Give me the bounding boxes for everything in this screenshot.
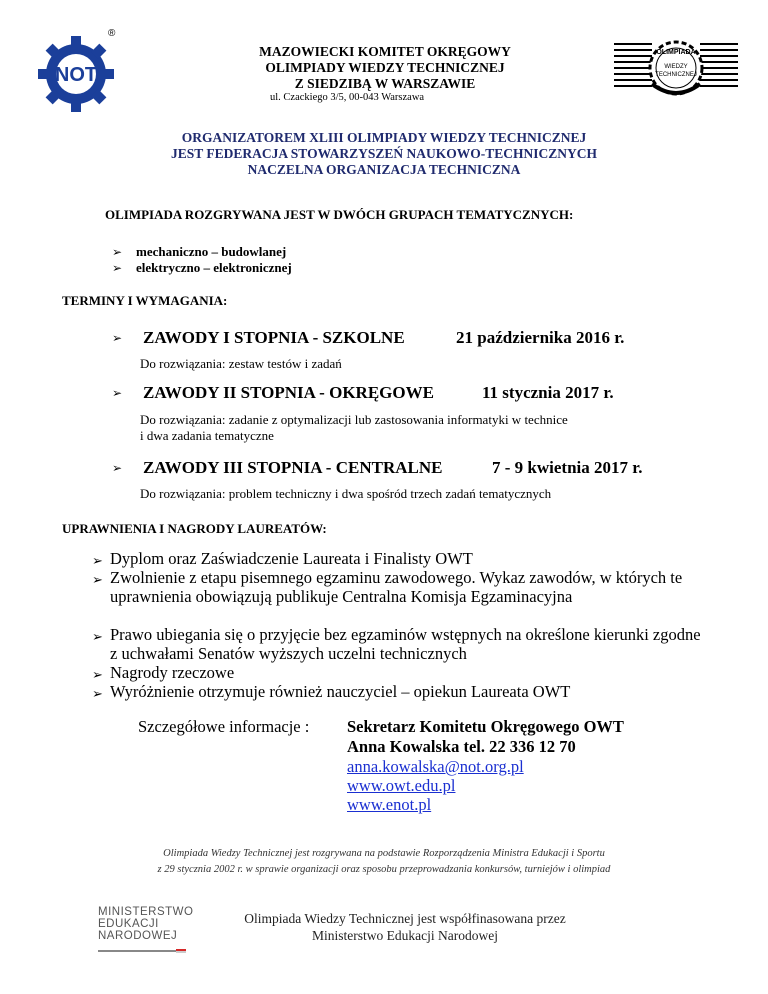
stage-1-desc: Do rozwiązania: zestaw testów i zadań	[140, 356, 342, 371]
stage-2-desc-1: Do rozwiązania: zadanie z optymalizacji lub zastosowania informatyki w technice	[140, 412, 568, 427]
stage-1-date: 21 października 2016 r.	[456, 328, 625, 347]
stage-2-desc-2: i dwa zadania tematyczne	[140, 428, 274, 443]
registered-mark: ®	[108, 28, 116, 39]
arrow-bullet-icon: ➢	[112, 331, 123, 345]
cofinancing-line-1: Olimpiada Wiedzy Technicznej jest współfinasowana przez	[244, 911, 566, 926]
owt-website-link[interactable]: www.owt.edu.pl	[347, 776, 456, 795]
not-logo-text: NOT	[54, 64, 98, 86]
arrow-bullet-icon: ➢	[112, 461, 123, 475]
enot-website-link[interactable]: www.enot.pl	[347, 795, 432, 814]
not-logo	[34, 30, 118, 114]
header-line-2: OLIMPIADY WIEDZY TECHNICZNEJ	[265, 60, 505, 75]
arrow-bullet-icon: ➢	[92, 553, 103, 568]
men-logo-line-3: NARODOWEJ	[98, 930, 178, 942]
prize-item	[92, 568, 710, 606]
group-item: mechaniczno – budowlanej	[136, 244, 287, 259]
olympiad-logo-line-3: TECHNICZNEJ	[655, 72, 697, 78]
olympiad-logo	[612, 38, 740, 102]
prize-item	[92, 625, 710, 663]
stage-3-date: 7 - 9 kwietnia 2017 r.	[492, 458, 643, 477]
groups-heading: OLIMPIADA ROZGRYWANA JEST W DWÓCH GRUPACH TEMATYCZNYCH:	[105, 207, 574, 222]
arrow-bullet-icon: ➢	[92, 572, 103, 587]
men-flag-stripe-icon	[98, 949, 188, 955]
men-logo-line-2: EDUKACJI	[98, 918, 159, 930]
group-item: elektryczno – elektronicznej	[136, 260, 292, 275]
stage-3-title: ZAWODY III STOPNIA - CENTRALNE	[143, 458, 443, 477]
header-line-3: Z SIEDZIBĄ W WARSZAWIE	[294, 76, 476, 91]
arrow-bullet-icon: ➢	[92, 686, 103, 701]
header-address: ul. Czackiego 3/5, 00-043 Warszawa	[270, 92, 425, 103]
contact-secretary: Sekretarz Komitetu Okręgowego OWT	[347, 717, 624, 736]
arrow-bullet-icon: ➢	[112, 386, 123, 400]
prize-item	[92, 682, 710, 701]
prize-item	[92, 549, 710, 568]
contact-person-phone: Anna Kowalska tel. 22 336 12 70	[347, 737, 576, 756]
prize-item-text: Zwolnienie z etapu pisemnego egzaminu zawodowego. Wykaz zawodów, w których te uprawnienia obowiązują publikuje Centralna Komisja Egzaminacyjna	[110, 568, 683, 606]
organizer-line-2: JEST FEDERACJA STOWARZYSZEŃ NAUKOWO-TECHNICZNYCH	[171, 146, 597, 161]
cofinancing-line-2: Ministerstwo Edukacji Narodowej	[312, 928, 498, 943]
olympiad-logo-line-2: WIEDZY	[664, 64, 688, 70]
arrow-bullet-icon: ➢	[112, 261, 123, 275]
gear-icon	[34, 30, 118, 114]
legal-line-1: Olimpiada Wiedzy Technicznej jest rozgrywana na podstawie Rozporządzenia Ministra Edukacji i Sportu	[163, 848, 605, 859]
arrow-bullet-icon: ➢	[92, 667, 103, 682]
men-logo-line-1: MINISTERSTWO	[98, 906, 194, 918]
terms-heading: TERMINY I WYMAGANIA:	[62, 293, 228, 308]
arrow-bullet-icon: ➢	[92, 629, 103, 644]
prize-item-text: Dyplom oraz Zaświadczenie Laureata i Finalisty OWT	[110, 549, 473, 568]
stage-1-title: ZAWODY I STOPNIA - SZKOLNE	[143, 328, 405, 347]
prize-item-text: Nagrody rzeczowe	[110, 663, 235, 682]
prizes-heading: UPRAWNIENIA I NAGRODY LAUREATÓW:	[62, 521, 327, 536]
contact-label: Szczegółowe informacje :	[138, 717, 310, 736]
men-logo	[98, 906, 193, 960]
organizer-line-3: NACZELNA ORGANIZACJA TECHNICZNA	[247, 162, 521, 177]
prize-item	[92, 663, 710, 682]
organizer-line-1: ORGANIZATOREM XLIII OLIMPIADY WIEDZY TECHNICZNEJ	[181, 130, 587, 145]
legal-line-2: z 29 stycznia 2002 r. w sprawie organizacji oraz sposobu przeprowadzania konkursów, turniejów i olimpiad	[157, 864, 611, 875]
stage-3-desc: Do rozwiązania: problem techniczny i dwa spośród trzech zadań tematycznych	[140, 486, 552, 501]
stage-2-title: ZAWODY II STOPNIA - OKRĘGOWE	[143, 383, 434, 402]
header-line-1: MAZOWIECKI KOMITET OKRĘGOWY	[259, 44, 511, 59]
prize-item-text: Prawo ubiegania się o przyjęcie bez egzaminów wstępnych na określone kierunki zgodne z uchwałami Senatów wyższych uczelni technicznych	[110, 625, 701, 663]
prize-item-text: Wyróżnienie otrzymuje również nauczyciel – opiekun Laureata OWT	[110, 682, 571, 701]
contact-email-link[interactable]: anna.kowalska@not.org.pl	[347, 757, 524, 776]
arrow-bullet-icon: ➢	[112, 245, 123, 259]
stage-2-date: 11 stycznia 2017 r.	[482, 383, 614, 402]
olympiad-logo-line-1: OLIMPIADA	[656, 49, 696, 56]
olympiad-gear-icon	[612, 38, 740, 102]
